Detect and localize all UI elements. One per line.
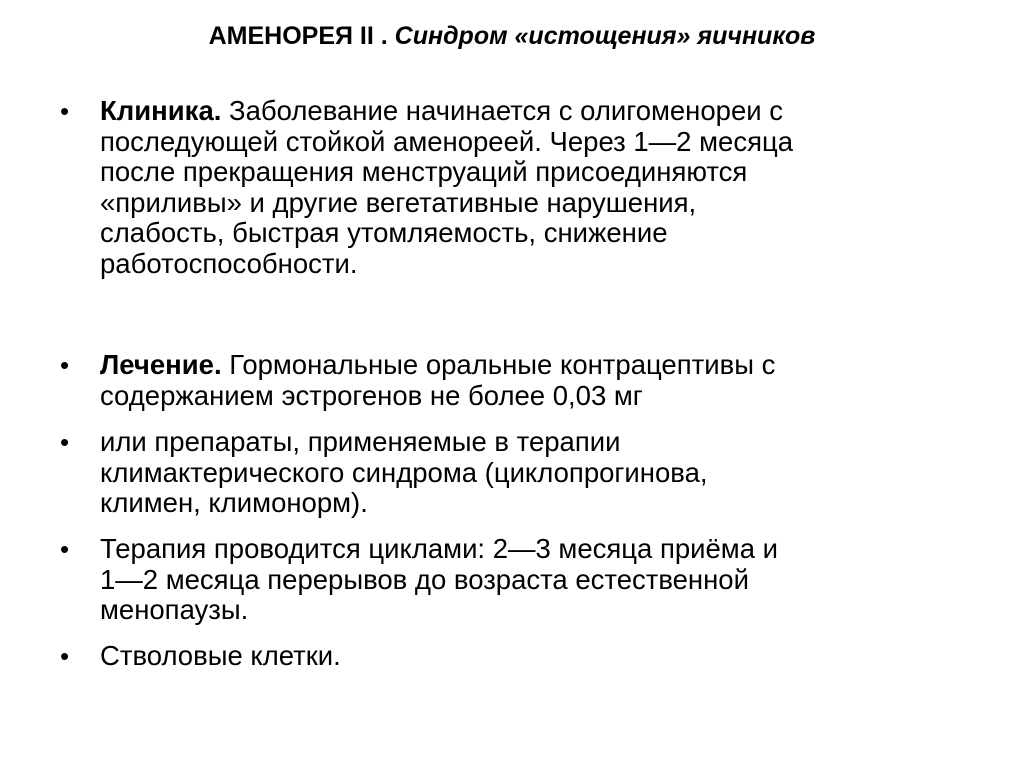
bullet-lead: Лечение. bbox=[100, 349, 222, 380]
title-sub: Синдром «истощения» яичников bbox=[394, 22, 816, 50]
bullet-lead: Клиника. bbox=[100, 95, 222, 126]
bullet-dot: • bbox=[60, 534, 70, 564]
bullet-text bbox=[100, 427, 980, 519]
bullet-body: Стволовые клетки. bbox=[100, 640, 341, 671]
slide-title bbox=[0, 20, 1024, 52]
bullet-body: Терапия проводится циклами: 2—3 месяца приёма и 1—2 месяца перерывов до возраста естественной менопаузы. bbox=[100, 533, 779, 625]
bullet-text bbox=[100, 534, 980, 626]
bullet-text bbox=[100, 96, 980, 279]
bullet-body: Заболевание начинается с олигоменореи с последующей стойкой аменореей. Через 1—2 месяца после прекращения менструаций присоединяются «приливы» и другие вегетативные нарушения, слабость, быстрая утомляемость, снижение работоспособности. bbox=[100, 95, 794, 279]
bullet-dot: • bbox=[60, 641, 70, 671]
bullet-text bbox=[100, 641, 980, 672]
bullet-text bbox=[100, 350, 980, 411]
title-main: АМЕНОРЕЯ II . bbox=[208, 22, 388, 50]
bullet-dot: • bbox=[60, 427, 70, 457]
bullet-dot: • bbox=[60, 350, 70, 380]
bullet-dot: • bbox=[60, 96, 70, 126]
bullet-body: или препараты, применяемые в терапии климактерического синдрома (циклопрогинова, климен, климонорм). bbox=[100, 426, 708, 518]
bullet-body: Гормональные оральные контрацептивы с содержанием эстрогенов не более 0,03 мг bbox=[100, 349, 776, 411]
